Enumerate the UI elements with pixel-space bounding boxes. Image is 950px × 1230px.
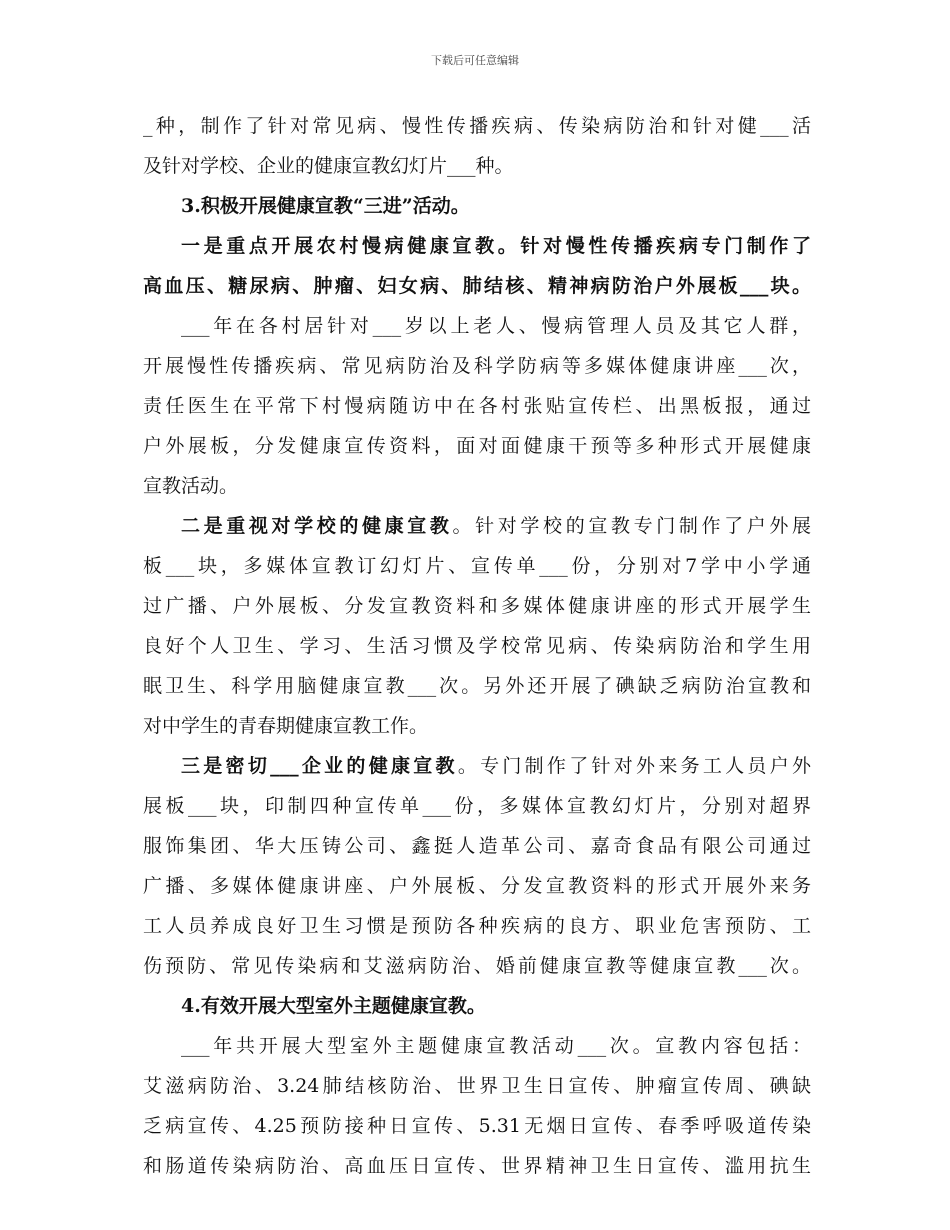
text-line: 及针对学校、企业的健康宣教幻灯片___种。 [143, 155, 514, 177]
text-line: 责任医生在平常下村慢病随访中在各村张贴宣传栏、出黑板报，通过 [143, 395, 811, 417]
text-line: 和肠道传染病防治、高血压日宣传、世界精神卫生日宣传、滥用抗生 [143, 1155, 811, 1177]
bold-lead: 二是重视对学校的健康宣教 [181, 515, 453, 537]
text-line: 过广播、户外展板、分发宣教资料和多媒体健康讲座的形式开展学生 [143, 595, 811, 617]
bold-lead: 三是密切___企业的健康宣教 [181, 755, 458, 777]
text-line: ___年在各村居针对___岁以上老人、慢病管理人员及其它人群， [181, 315, 811, 337]
text-line: 户外展板，分发健康宣传资料，面对面健康干预等多种形式开展健康 [143, 435, 811, 457]
text-run: 。针对学校的宣教专门制作了户外展 [452, 515, 811, 537]
text-line [143, 746, 811, 786]
text-line: 艾滋病防治、3.24肺结核防治、世界卫生日宣传、肿瘤宣传周、碘缺 [143, 1075, 811, 1097]
text-run: 。专门制作了针对外来务工人员户外 [457, 755, 811, 777]
text-line: 展板___块，印制四种宣传单___份，多媒体宣教幻灯片，分别对超界 [143, 795, 811, 817]
text-line: 工人员养成良好卫生习惯是预防各种疾病的良方、职业危害预防、工 [143, 915, 811, 937]
text-line: 良好个人卫生、学习、生活习惯及学校常见病、传染病防治和学生用 [143, 635, 811, 657]
text-line [143, 506, 811, 546]
document-body [143, 106, 811, 1186]
text-line: ___年共开展大型室外主题健康宣教活动___次。宣教内容包括： [181, 1035, 811, 1057]
text-line: 伤预防、常见传染病和艾滋病防治、婚前健康宣教等健康宣教___次。 [143, 955, 811, 977]
text-line: 广播、多媒体健康讲座、户外展板、分发宣教资料的形式开展外来务 [143, 875, 811, 897]
section-heading: 4.有效开展大型室外主题健康宣教。 [181, 995, 486, 1017]
text-line: 宣教活动。 [143, 475, 239, 497]
text-line: 高血压、糖尿病、肿瘤、妇女病、肺结核、精神病防治户外展板___块。 [143, 275, 811, 297]
text-line: 服饰集团、华大压铸公司、鑫挺人造革公司、嘉奇食品有限公司通过 [143, 835, 811, 857]
text-line: 一是重点开展农村慢病健康宣教。针对慢性传播疾病专门制作了 [181, 235, 811, 257]
text-line: 板___块，多媒体宣教订幻灯片、宣传单___份，分别对7学中小学通 [143, 555, 811, 577]
text-line: 开展慢性传播疾病、常见病防治及科学防病等多媒体健康讲座___次， [143, 355, 811, 377]
page-header: 下载后可任意编辑 [431, 54, 519, 67]
section-heading: 3.积极开展健康宣教“三进”活动。 [181, 195, 470, 217]
text-line: 对中学生的青春期健康宣教工作。 [143, 715, 429, 737]
text-line: _种，制作了针对常见病、慢性传播疾病、传染病防治和针对健___活 [143, 115, 811, 137]
text-line: 乏病宣传、4.25预防接种日宣传、5.31无烟日宣传、春季呼吸道传染 [143, 1115, 811, 1137]
text-line: 眠卫生、科学用脑健康宣教___次。另外还开展了碘缺乏病防治宣教和 [143, 675, 811, 697]
